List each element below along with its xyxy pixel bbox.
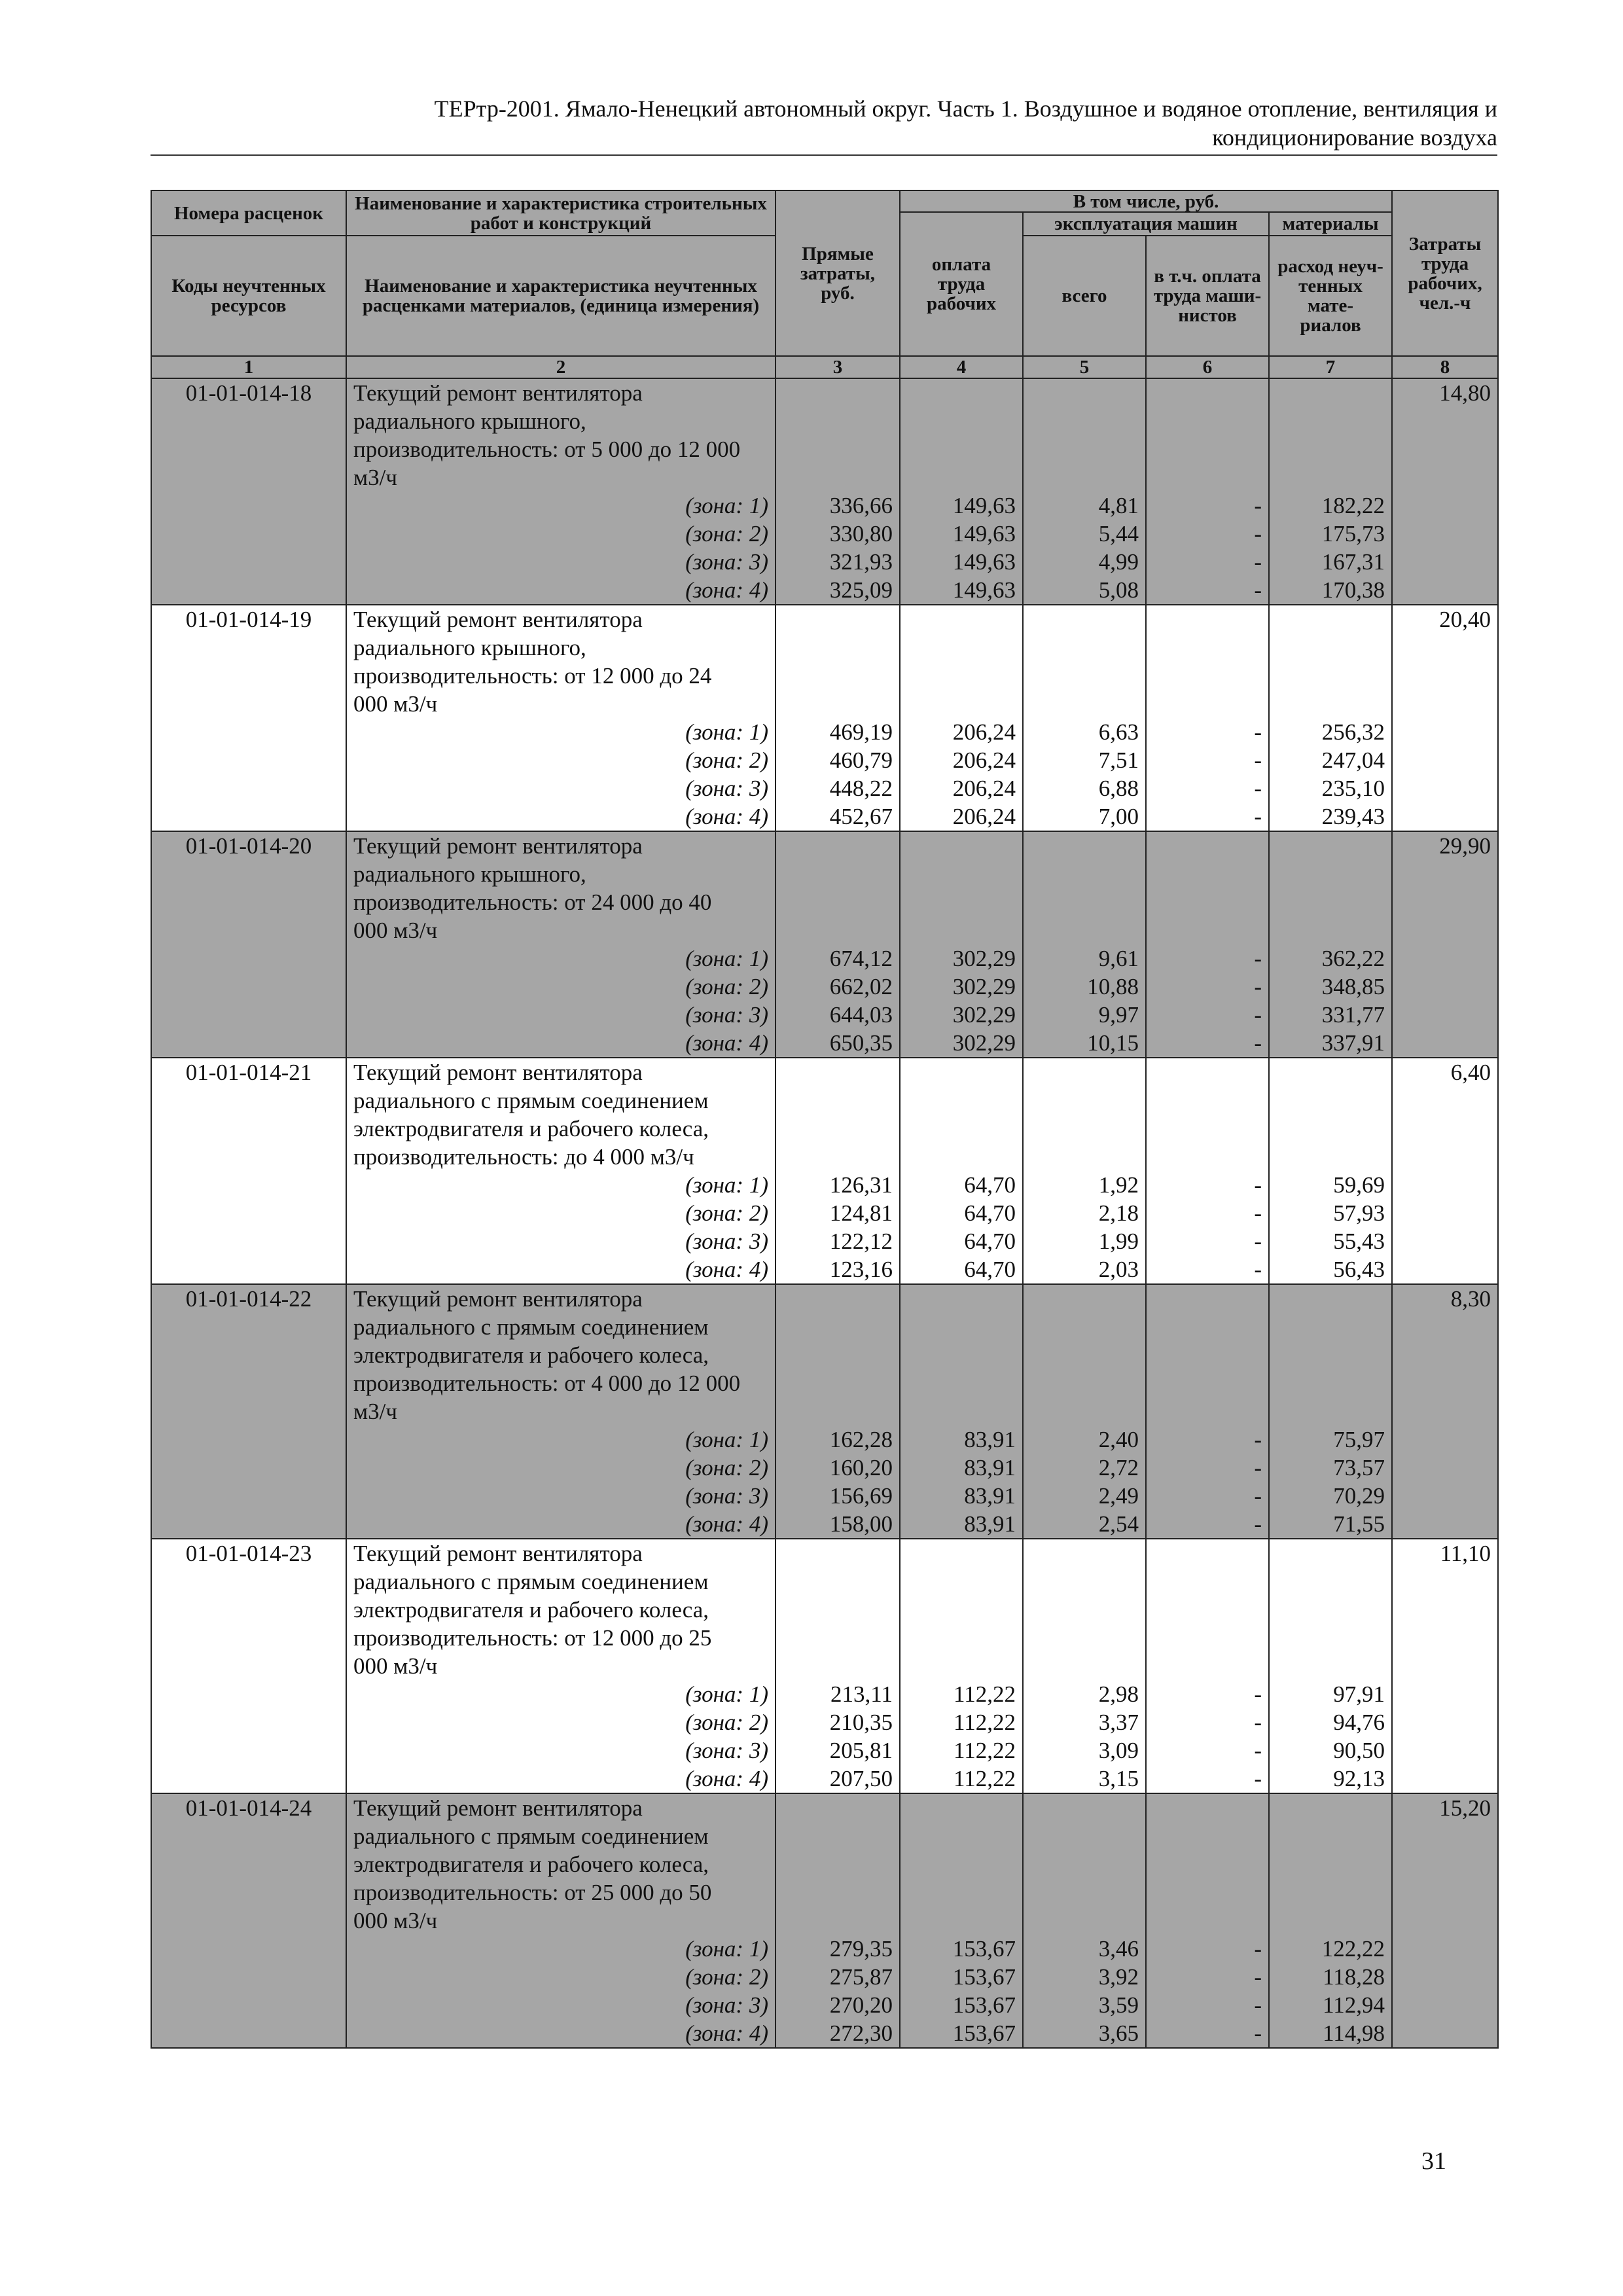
- zone-label: (зона: 3): [685, 1002, 768, 1028]
- direct-cost-value: 210,35: [829, 1710, 893, 1735]
- column-number: 3: [776, 356, 900, 378]
- zone-label: (зона: 4): [685, 1511, 768, 1537]
- machines-value: 3,09: [1098, 1738, 1139, 1763]
- wages-value: 302,29: [952, 946, 1016, 971]
- description-line: Текущий ремонт вентилятора: [353, 1541, 643, 1566]
- machines-value: 5,08: [1098, 577, 1139, 603]
- materials-value: 182,22: [1321, 493, 1385, 518]
- description-line: м3/ч: [353, 1399, 397, 1424]
- description-line: электродвигателя и рабочего колеса,: [353, 1116, 709, 1141]
- labor-cost: 8,30: [1392, 1284, 1498, 1539]
- wages-cell: [900, 378, 1023, 605]
- operators-value: -: [1254, 2020, 1262, 2046]
- machines-cell: [1023, 1058, 1146, 1284]
- machines-value: 2,18: [1098, 1200, 1139, 1226]
- materials-value: 167,31: [1321, 549, 1385, 575]
- rate-code: 01-01-014-23: [151, 1539, 346, 1793]
- operators-cell: [1146, 605, 1269, 831]
- wages-value: 206,24: [952, 804, 1016, 829]
- direct-cost-value: 213,11: [830, 1681, 893, 1707]
- description-line: 000 м3/ч: [353, 691, 438, 717]
- materials-value: 73,57: [1333, 1455, 1385, 1480]
- machines-value: 9,97: [1098, 1002, 1139, 1028]
- operators-value: -: [1254, 1427, 1262, 1452]
- operators-value: -: [1254, 521, 1262, 547]
- description-line: Текущий ремонт вентилятора: [353, 380, 643, 406]
- header-machines-group: эксплуатация машин: [1023, 212, 1269, 236]
- wages-value: 112,22: [954, 1766, 1016, 1791]
- zone-label: (зона: 2): [685, 1455, 768, 1480]
- machines-value: 2,72: [1098, 1455, 1139, 1480]
- direct-cost-value: 336,66: [829, 493, 893, 518]
- zone-label: (зона: 4): [685, 1030, 768, 1056]
- rate-description: [346, 1284, 776, 1539]
- wages-cell: [900, 1793, 1023, 2048]
- zone-label: (зона: 4): [685, 1257, 768, 1282]
- operators-value: -: [1254, 804, 1262, 829]
- rate-description: [346, 378, 776, 605]
- direct-costs-cell: [776, 831, 900, 1058]
- zone-label: (зона: 1): [685, 1681, 768, 1707]
- wages-value: 206,24: [952, 719, 1016, 745]
- description-line: Текущий ремонт вентилятора: [353, 833, 643, 859]
- description-line: производительность: от 24 000 до 40: [353, 889, 712, 915]
- operators-value: -: [1254, 549, 1262, 575]
- machines-value: 3,92: [1098, 1964, 1139, 1990]
- operators-value: -: [1254, 1710, 1262, 1735]
- direct-cost-value: 279,35: [829, 1936, 893, 1962]
- machines-value: 4,81: [1098, 493, 1139, 518]
- column-number-row: [151, 356, 1498, 378]
- direct-cost-value: 124,81: [829, 1200, 893, 1226]
- zone-label: (зона: 1): [685, 719, 768, 745]
- rate-code: 01-01-014-19: [151, 605, 346, 831]
- direct-cost-value: 122,12: [829, 1229, 893, 1254]
- materials-value: 92,13: [1333, 1766, 1385, 1791]
- materials-value: 90,50: [1333, 1738, 1385, 1763]
- machines-value: 2,54: [1098, 1511, 1139, 1537]
- materials-value: 118,28: [1323, 1964, 1385, 1990]
- header-operator-wages: в т.ч. оплата труда маши- нистов: [1146, 236, 1269, 356]
- labor-cost: 6,40: [1392, 1058, 1498, 1284]
- rate-table: [151, 190, 1499, 2049]
- wages-value: 83,91: [964, 1455, 1016, 1480]
- direct-cost-value: 469,19: [829, 719, 893, 745]
- description-line: производительность: от 12 000 до 24: [353, 663, 712, 689]
- wages-value: 153,67: [952, 1964, 1016, 1990]
- direct-cost-value: 123,16: [829, 1257, 893, 1282]
- operators-cell: [1146, 831, 1269, 1058]
- machines-value: 3,65: [1098, 2020, 1139, 2046]
- materials-value: 55,43: [1333, 1229, 1385, 1254]
- materials-value: 97,91: [1333, 1681, 1385, 1707]
- wages-value: 83,91: [964, 1511, 1016, 1537]
- direct-cost-value: 674,12: [829, 946, 893, 971]
- header-work-name: Наименование и характеристика строительных работ и конструкций: [346, 190, 776, 236]
- machines-value: 3,15: [1098, 1766, 1139, 1791]
- wages-value: 302,29: [952, 1002, 1016, 1028]
- description-line: Текущий ремонт вентилятора: [353, 1795, 643, 1821]
- table-header: [151, 190, 1498, 378]
- zone-label: (зона: 4): [685, 577, 768, 603]
- wages-cell: [900, 1284, 1023, 1539]
- wages-cell: [900, 1058, 1023, 1284]
- page-number: 31: [1421, 2147, 1446, 2175]
- wages-value: 302,29: [952, 974, 1016, 999]
- labor-cost: 20,40: [1392, 605, 1498, 831]
- document-header-line-1: ТЕРтр-2001. Ямало-Ненецкий автономный округ. Часть 1. Воздушное и водяное отопление, вентиляция и: [434, 96, 1497, 122]
- header-materials-group: материалы: [1269, 212, 1392, 236]
- machines-value: 2,98: [1098, 1681, 1139, 1707]
- zone-label: (зона: 3): [685, 1483, 768, 1509]
- machines-cell: [1023, 1539, 1146, 1793]
- header-direct-costs: Прямые затраты, руб.: [776, 190, 900, 356]
- operators-cell: [1146, 378, 1269, 605]
- materials-cell: [1269, 378, 1392, 605]
- machines-value: 7,00: [1098, 804, 1139, 829]
- direct-costs-cell: [776, 1284, 900, 1539]
- operators-value: -: [1254, 1766, 1262, 1791]
- zone-label: (зона: 3): [685, 1992, 768, 2018]
- column-number: 6: [1146, 356, 1269, 378]
- operators-value: -: [1254, 1172, 1262, 1198]
- rate-description: [346, 1539, 776, 1793]
- labor-cost: 14,80: [1392, 378, 1498, 605]
- header-labor-costs: Затраты труда рабочих, чел.-ч: [1392, 190, 1498, 356]
- operators-cell: [1146, 1284, 1269, 1539]
- operators-value: -: [1254, 974, 1262, 999]
- wages-value: 206,24: [952, 747, 1016, 773]
- zone-label: (зона: 2): [685, 1964, 768, 1990]
- machines-value: 2,49: [1098, 1483, 1139, 1509]
- machines-value: 6,63: [1098, 719, 1139, 745]
- direct-cost-value: 460,79: [829, 747, 893, 773]
- zone-label: (зона: 3): [685, 1229, 768, 1254]
- column-number: 2: [346, 356, 776, 378]
- materials-cell: [1269, 1539, 1392, 1793]
- header-including: В том числе, руб.: [900, 190, 1392, 212]
- description-line: радиального крышного,: [353, 408, 586, 434]
- direct-cost-value: 662,02: [829, 974, 893, 999]
- materials-value: 362,22: [1321, 946, 1385, 971]
- wages-value: 302,29: [952, 1030, 1016, 1056]
- operators-value: -: [1254, 1483, 1262, 1509]
- materials-value: 256,32: [1321, 719, 1385, 745]
- rate-description: [346, 1793, 776, 2048]
- description-line: радиального с прямым соединением: [353, 1088, 709, 1113]
- materials-value: 56,43: [1333, 1257, 1385, 1282]
- materials-value: 170,38: [1321, 577, 1385, 603]
- description-line: 000 м3/ч: [353, 1653, 438, 1679]
- zone-label: (зона: 2): [685, 1710, 768, 1735]
- operators-value: -: [1254, 1511, 1262, 1537]
- zone-label: (зона: 3): [685, 776, 768, 801]
- operators-value: -: [1254, 577, 1262, 603]
- operators-cell: [1146, 1058, 1269, 1284]
- zone-label: (зона: 3): [685, 549, 768, 575]
- direct-cost-value: 272,30: [829, 2020, 893, 2046]
- description-line: производительность: от 4 000 до 12 000: [353, 1371, 741, 1396]
- operators-cell: [1146, 1793, 1269, 2048]
- wages-cell: [900, 1539, 1023, 1793]
- document-header-line-2: кондиционирование воздуха: [1212, 124, 1497, 151]
- materials-value: 94,76: [1333, 1710, 1385, 1735]
- machines-value: 3,37: [1098, 1710, 1139, 1735]
- description-line: 000 м3/ч: [353, 1908, 438, 1933]
- wages-value: 149,63: [952, 521, 1016, 547]
- zone-label: (зона: 2): [685, 974, 768, 999]
- operators-value: -: [1254, 946, 1262, 971]
- wages-value: 64,70: [964, 1229, 1016, 1254]
- direct-costs-cell: [776, 605, 900, 831]
- machines-value: 6,88: [1098, 776, 1139, 801]
- materials-value: 348,85: [1321, 974, 1385, 999]
- operators-cell: [1146, 1539, 1269, 1793]
- rate-entry: [151, 831, 1498, 1058]
- direct-cost-value: 321,93: [829, 549, 893, 575]
- operators-value: -: [1254, 1992, 1262, 2018]
- direct-cost-value: 275,87: [829, 1964, 893, 1990]
- zone-label: (зона: 4): [685, 804, 768, 829]
- description-line: радиального с прямым соединением: [353, 1823, 709, 1849]
- operators-value: -: [1254, 1455, 1262, 1480]
- description-line: радиального с прямым соединением: [353, 1569, 709, 1594]
- wages-cell: [900, 605, 1023, 831]
- direct-cost-value: 205,81: [829, 1738, 893, 1763]
- zone-label: (зона: 2): [685, 1200, 768, 1226]
- machines-value: 2,03: [1098, 1257, 1139, 1282]
- machines-value: 1,92: [1098, 1172, 1139, 1198]
- machines-cell: [1023, 378, 1146, 605]
- rate-code: 01-01-014-24: [151, 1793, 346, 2048]
- labor-cost: 29,90: [1392, 831, 1498, 1058]
- materials-cell: [1269, 605, 1392, 831]
- wages-value: 206,24: [952, 776, 1016, 801]
- machines-value: 3,59: [1098, 1992, 1139, 2018]
- rate-code: 01-01-014-18: [151, 378, 346, 605]
- materials-value: 331,77: [1321, 1002, 1385, 1028]
- wages-value: 149,63: [952, 577, 1016, 603]
- description-line: Текущий ремонт вентилятора: [353, 1060, 643, 1085]
- description-line: 000 м3/ч: [353, 918, 438, 943]
- rate-code: 01-01-014-21: [151, 1058, 346, 1284]
- rate-code: 01-01-014-22: [151, 1284, 346, 1539]
- rate-entry: [151, 1539, 1498, 1793]
- direct-cost-value: 452,67: [829, 804, 893, 829]
- zone-label: (зона: 2): [685, 521, 768, 547]
- direct-cost-value: 126,31: [829, 1172, 893, 1198]
- operators-value: -: [1254, 1681, 1262, 1707]
- operators-value: -: [1254, 776, 1262, 801]
- wages-value: 112,22: [954, 1710, 1016, 1735]
- operators-value: -: [1254, 1229, 1262, 1254]
- wages-value: 112,22: [954, 1738, 1016, 1763]
- machines-value: 10,88: [1087, 974, 1139, 999]
- direct-cost-value: 160,20: [829, 1455, 893, 1480]
- header-machines-total: всего: [1023, 236, 1146, 356]
- wages-value: 153,67: [952, 2020, 1016, 2046]
- operators-value: -: [1254, 1936, 1262, 1962]
- direct-cost-value: 270,20: [829, 1992, 893, 2018]
- column-number: 5: [1023, 356, 1146, 378]
- column-number: 8: [1392, 356, 1498, 378]
- machines-cell: [1023, 1284, 1146, 1539]
- materials-value: 122,22: [1321, 1936, 1385, 1962]
- operators-value: -: [1254, 747, 1262, 773]
- description-line: радиального крышного,: [353, 635, 586, 660]
- materials-value: 59,69: [1333, 1172, 1385, 1198]
- machines-cell: [1023, 605, 1146, 831]
- wages-value: 149,63: [952, 549, 1016, 575]
- operators-value: -: [1254, 719, 1262, 745]
- description-line: производительность: от 12 000 до 25: [353, 1625, 712, 1651]
- wages-value: 64,70: [964, 1172, 1016, 1198]
- materials-value: 235,10: [1321, 776, 1385, 801]
- machines-value: 10,15: [1087, 1030, 1139, 1056]
- machines-value: 1,99: [1098, 1229, 1139, 1254]
- materials-value: 71,55: [1333, 1511, 1385, 1537]
- machines-value: 9,61: [1098, 946, 1139, 971]
- machines-value: 7,51: [1098, 747, 1139, 773]
- rate-description: [346, 831, 776, 1058]
- header-rate-numbers: Номера расценок: [151, 190, 346, 236]
- zone-label: (зона: 3): [685, 1738, 768, 1763]
- materials-cell: [1269, 1284, 1392, 1539]
- wages-value: 64,70: [964, 1257, 1016, 1282]
- direct-costs-cell: [776, 1058, 900, 1284]
- column-number: 7: [1269, 356, 1392, 378]
- wages-value: 64,70: [964, 1200, 1016, 1226]
- zone-label: (зона: 2): [685, 747, 768, 773]
- zone-label: (зона: 4): [685, 1766, 768, 1791]
- column-number: 4: [900, 356, 1023, 378]
- header-wages: оплата труда рабочих: [900, 212, 1023, 356]
- zone-label: (зона: 1): [685, 1427, 768, 1452]
- materials-value: 247,04: [1321, 747, 1385, 773]
- direct-cost-value: 448,22: [829, 776, 893, 801]
- direct-costs-cell: [776, 1539, 900, 1793]
- materials-value: 114,98: [1323, 2020, 1385, 2046]
- zone-label: (зона: 1): [685, 946, 768, 971]
- machines-cell: [1023, 1793, 1146, 2048]
- labor-cost: 15,20: [1392, 1793, 1498, 2048]
- materials-value: 239,43: [1321, 804, 1385, 829]
- document-header: [151, 94, 1497, 152]
- header-rule: [151, 154, 1497, 156]
- materials-cell: [1269, 831, 1392, 1058]
- description-line: радиального с прямым соединением: [353, 1314, 709, 1340]
- machines-value: 5,44: [1098, 521, 1139, 547]
- materials-value: 112,94: [1323, 1992, 1385, 2018]
- rate-entry: [151, 1793, 1498, 2048]
- zone-label: (зона: 1): [685, 1172, 768, 1198]
- machines-value: 4,99: [1098, 549, 1139, 575]
- direct-costs-cell: [776, 378, 900, 605]
- operators-value: -: [1254, 493, 1262, 518]
- description-line: производительность: от 5 000 до 12 000: [353, 437, 741, 462]
- direct-cost-value: 325,09: [829, 577, 893, 603]
- materials-value: 70,29: [1333, 1483, 1385, 1509]
- operators-value: -: [1254, 1964, 1262, 1990]
- description-line: электродвигателя и рабочего колеса,: [353, 1597, 709, 1623]
- materials-cell: [1269, 1793, 1392, 2048]
- rate-entry: [151, 605, 1498, 831]
- direct-cost-value: 650,35: [829, 1030, 893, 1056]
- description-line: электродвигателя и рабочего колеса,: [353, 1852, 709, 1877]
- materials-value: 175,73: [1321, 521, 1385, 547]
- wages-value: 149,63: [952, 493, 1016, 518]
- wages-value: 112,22: [954, 1681, 1016, 1707]
- rate-description: [346, 605, 776, 831]
- description-line: м3/ч: [353, 465, 397, 490]
- machines-value: 2,40: [1098, 1427, 1139, 1452]
- zone-label: (зона: 4): [685, 2020, 768, 2046]
- header-material-name: Наименование и характеристика неучтенных расценками материалов, (единица измерения): [346, 236, 776, 356]
- rate-entry: [151, 1284, 1498, 1539]
- zone-label: (зона: 1): [685, 1936, 768, 1962]
- direct-cost-value: 156,69: [829, 1483, 893, 1509]
- column-number: 1: [151, 356, 346, 378]
- description-line: радиального крышного,: [353, 861, 586, 887]
- wages-value: 83,91: [964, 1483, 1016, 1509]
- description-line: производительность: от 25 000 до 50: [353, 1880, 712, 1905]
- wages-cell: [900, 831, 1023, 1058]
- rate-entry: [151, 378, 1498, 605]
- labor-cost: 11,10: [1392, 1539, 1498, 1793]
- direct-costs-cell: [776, 1793, 900, 2048]
- materials-cell: [1269, 1058, 1392, 1284]
- direct-cost-value: 644,03: [829, 1002, 893, 1028]
- operators-value: -: [1254, 1738, 1262, 1763]
- operators-value: -: [1254, 1200, 1262, 1226]
- direct-cost-value: 207,50: [829, 1766, 893, 1791]
- rate-entry: [151, 1058, 1498, 1284]
- rate-code: 01-01-014-20: [151, 831, 346, 1058]
- description-line: электродвигателя и рабочего колеса,: [353, 1342, 709, 1368]
- materials-value: 337,91: [1321, 1030, 1385, 1056]
- direct-cost-value: 162,28: [829, 1427, 893, 1452]
- rate-description: [346, 1058, 776, 1284]
- wages-value: 153,67: [952, 1992, 1016, 2018]
- direct-cost-value: 158,00: [829, 1511, 893, 1537]
- materials-value: 75,97: [1333, 1427, 1385, 1452]
- wages-value: 153,67: [952, 1936, 1016, 1962]
- machines-cell: [1023, 831, 1146, 1058]
- header-material-usage: расход неуч- тенных мате- риалов: [1269, 236, 1392, 356]
- operators-value: -: [1254, 1257, 1262, 1282]
- materials-value: 57,93: [1333, 1200, 1385, 1226]
- description-line: производительность: до 4 000 м3/ч: [353, 1144, 694, 1170]
- operators-value: -: [1254, 1002, 1262, 1028]
- description-line: Текущий ремонт вентилятора: [353, 1286, 643, 1312]
- wages-value: 83,91: [964, 1427, 1016, 1452]
- operators-value: -: [1254, 1030, 1262, 1056]
- header-resource-codes: Коды неучтенных ресурсов: [151, 236, 346, 356]
- zone-label: (зона: 1): [685, 493, 768, 518]
- direct-cost-value: 330,80: [829, 521, 893, 547]
- description-line: Текущий ремонт вентилятора: [353, 607, 643, 632]
- machines-value: 3,46: [1098, 1936, 1139, 1962]
